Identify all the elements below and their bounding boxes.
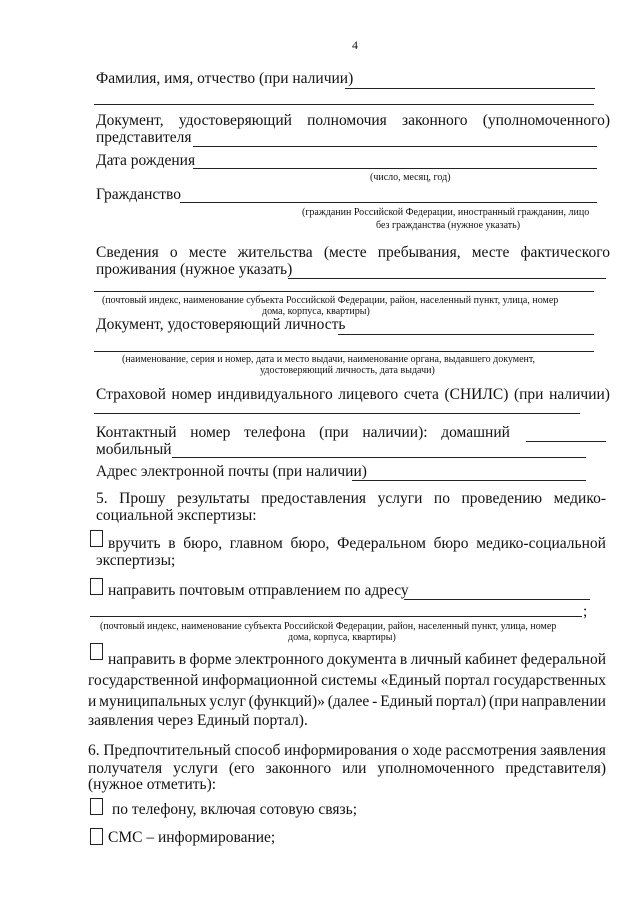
representative-doc-input-line[interactable] bbox=[193, 146, 597, 147]
electronic-doc-label-2-word: государственной bbox=[88, 672, 199, 689]
section6-heading-word: 6. bbox=[88, 742, 100, 759]
postal-address-semicolon: ; bbox=[583, 603, 588, 620]
inform-by-sms-checkbox[interactable] bbox=[90, 828, 103, 845]
email-input-line[interactable] bbox=[352, 480, 586, 481]
snils-label-word: (при bbox=[513, 386, 544, 403]
section6-heading-2-word: (его bbox=[228, 760, 255, 777]
deliver-in-bureau-label-word: в bbox=[168, 535, 176, 552]
snils-label-word: номер bbox=[171, 386, 212, 403]
electronic-doc-label-word: кабинет bbox=[464, 651, 518, 668]
snils-label-word: лицевого bbox=[338, 386, 399, 403]
phone-label-word: (при bbox=[319, 424, 349, 441]
residence-label-word: (месте bbox=[323, 244, 367, 261]
residence-label bbox=[96, 244, 610, 262]
residence-label-word: фактического bbox=[520, 244, 610, 261]
representative-doc-label-word: законного bbox=[401, 112, 468, 129]
deliver-in-bureau-label bbox=[108, 535, 606, 553]
electronic-doc-label-word: документа bbox=[327, 651, 397, 668]
section6-heading-2-word: услуги bbox=[173, 760, 218, 777]
deliver-in-bureau-label-word: Федеральном bbox=[337, 535, 426, 552]
representative-doc-label-word: полномочия bbox=[307, 112, 387, 129]
electronic-doc-label bbox=[108, 651, 606, 669]
section6-heading-word: рассмотрения bbox=[445, 742, 537, 759]
postal-address-input-line[interactable] bbox=[404, 599, 590, 600]
identity-doc-input-line-2[interactable] bbox=[94, 351, 594, 352]
full-name-input-line-2[interactable] bbox=[94, 104, 594, 105]
electronic-doc-label-3-word: Единый bbox=[380, 693, 433, 710]
send-by-post-checkbox[interactable] bbox=[90, 578, 103, 595]
birth-date-label: Дата рождения bbox=[96, 152, 196, 169]
citizenship-hint-2: без гражданства (нужное указать) bbox=[376, 220, 521, 231]
electronic-doc-label-word: электронного bbox=[234, 651, 324, 668]
phone-label-word: номер bbox=[190, 424, 231, 441]
deliver-in-bureau-label-word: медико-социальной bbox=[476, 535, 606, 552]
section6-heading-word: Предпочтительный bbox=[103, 742, 231, 759]
birth-date-input-line[interactable] bbox=[193, 168, 597, 169]
deliver-in-bureau-checkbox[interactable] bbox=[90, 530, 103, 547]
postal-address-hint: (почтовый индекс, наименование субъекта Российской Федерации, район, населенный пункт, улица, номер bbox=[100, 621, 557, 632]
deliver-in-bureau-label-word: бюро, bbox=[183, 535, 223, 552]
electronic-doc-label-2-word: «Единый bbox=[380, 672, 441, 689]
identity-doc-label: Документ, удостоверяющий личность bbox=[96, 316, 346, 333]
residence-input-line-2[interactable] bbox=[94, 291, 594, 292]
residence-label-word: о bbox=[169, 244, 178, 261]
residence-label-word: месте bbox=[471, 244, 510, 261]
phone-label-word: наличии): bbox=[362, 424, 428, 441]
section6-heading-2-word: или bbox=[342, 760, 367, 777]
home-phone-input-line[interactable] bbox=[526, 441, 606, 442]
page-number: 4 bbox=[352, 38, 358, 52]
section5-heading bbox=[96, 490, 606, 508]
representative-doc-label-2: представителя bbox=[96, 129, 192, 146]
snils-label-word: Страховой bbox=[96, 386, 166, 403]
citizenship-hint: (гражданин Российской Федерации, иностранный гражданин, лицо bbox=[302, 207, 590, 218]
residence-label-word: Сведения bbox=[96, 244, 159, 261]
phone-label-word: телефона bbox=[244, 424, 306, 441]
birth-date-hint: (число, месяц, год) bbox=[370, 172, 451, 183]
electronic-doc-label-word: личный bbox=[410, 651, 462, 668]
phone-label-word: Контактный bbox=[96, 424, 177, 441]
electronic-doc-label-3-word: муниципальных bbox=[99, 693, 207, 710]
snils-input-line[interactable] bbox=[94, 413, 580, 414]
section6-heading-2-word: представителя) bbox=[505, 760, 606, 777]
snils-label-word: индивидуального bbox=[217, 386, 333, 403]
residence-hint-2: дома, корпуса, квартиры) bbox=[262, 306, 370, 317]
snils-label-word: счета bbox=[403, 386, 439, 403]
identity-doc-hint-2: удостоверяющий личность, дата выдачи) bbox=[260, 365, 435, 376]
residence-hint: (почтовый индекс, наименование субъекта Российской Федерации, район, населенный пункт, улица, номер bbox=[102, 295, 559, 306]
representative-doc-label bbox=[96, 112, 610, 130]
electronic-doc-label-2-word: государственных bbox=[493, 672, 606, 689]
electronic-doc-label-3-word: (функций)» bbox=[248, 693, 325, 710]
section5-heading-word: результаты bbox=[177, 490, 250, 507]
electronic-doc-label-word: направить bbox=[108, 651, 176, 668]
snils-label bbox=[96, 386, 610, 404]
electronic-doc-checkbox[interactable] bbox=[90, 643, 103, 660]
deliver-in-bureau-label-word: бюро bbox=[433, 535, 469, 552]
section6-heading-2-word: получателя bbox=[88, 760, 163, 777]
deliver-in-bureau-label-word: бюро, bbox=[290, 535, 330, 552]
inform-by-sms-label: СМС – информирование; bbox=[108, 829, 276, 846]
representative-doc-label-word: (уполномоченного) bbox=[482, 112, 610, 129]
email-label: Адрес электронной почты (при наличии) bbox=[96, 463, 367, 480]
section5-heading-word: медико- bbox=[553, 490, 606, 507]
full-name-label: Фамилия, имя, отчество (при наличии) bbox=[96, 70, 354, 87]
postal-address-input-line-2[interactable] bbox=[90, 616, 582, 617]
section5-heading-word: по bbox=[433, 490, 450, 507]
identity-doc-hint: (наименование, серия и номер, дата и место выдачи, наименование органа, выдавшего документ, bbox=[122, 354, 536, 365]
section6-heading-3: (нужное отметить): bbox=[88, 776, 217, 793]
residence-input-line[interactable] bbox=[288, 278, 606, 279]
residence-label-word: пребывания, bbox=[377, 244, 461, 261]
section5-heading-word: предоставления bbox=[261, 490, 367, 507]
section5-heading-2: социальной экспертизы: bbox=[96, 507, 257, 524]
section6-heading bbox=[88, 742, 606, 760]
electronic-doc-label-2-word: системы bbox=[321, 672, 377, 689]
electronic-doc-label-3-word: портал) bbox=[435, 693, 487, 710]
section5-heading-word: проведению bbox=[461, 490, 543, 507]
mobile-phone-input-line[interactable] bbox=[172, 457, 586, 458]
inform-by-phone-label: по телефону, включая сотовую связь; bbox=[112, 801, 358, 818]
electronic-doc-label-3-word: (далее bbox=[327, 693, 370, 710]
representative-doc-label-word: удостоверяющий bbox=[178, 112, 292, 129]
electronic-doc-label-3-word: (при bbox=[489, 693, 519, 710]
section6-heading-word: ходе bbox=[412, 742, 442, 759]
section5-heading-word: услуги bbox=[377, 490, 423, 507]
snils-label-word: (СНИЛС) bbox=[444, 386, 509, 403]
citizenship-label: Гражданство bbox=[96, 186, 182, 203]
electronic-doc-label-3-word: услуг bbox=[209, 693, 246, 710]
section6-heading-word: информирования bbox=[284, 742, 398, 759]
section6-heading-word: способ bbox=[234, 742, 281, 759]
section6-heading-word: о bbox=[401, 742, 409, 759]
phone-label bbox=[96, 424, 510, 442]
section6-heading-2-word: законного bbox=[265, 760, 332, 777]
send-by-post-label: направить почтовым отправлением по адресу bbox=[108, 582, 409, 599]
deliver-in-bureau-label-word: главном bbox=[229, 535, 283, 552]
electronic-doc-label-word: в bbox=[399, 651, 408, 668]
electronic-doc-label-3-word: - bbox=[372, 693, 378, 710]
section5-heading-word: 5. bbox=[96, 490, 108, 507]
citizenship-input-line[interactable] bbox=[180, 202, 597, 203]
electronic-doc-label-4: заявления через Единый портал). bbox=[88, 712, 308, 729]
electronic-doc-label-word: форме bbox=[189, 651, 232, 668]
section6-heading-2-word: уполномоченного bbox=[377, 760, 495, 777]
electronic-doc-label-2-word: информационной bbox=[202, 672, 318, 689]
snils-label-word: наличии) bbox=[549, 386, 610, 403]
electronic-doc-label-word: федеральной bbox=[520, 651, 606, 668]
electronic-doc-label-2 bbox=[88, 672, 606, 690]
electronic-doc-label-word: в bbox=[178, 651, 187, 668]
deliver-in-bureau-label-2: экспертизы; bbox=[96, 552, 176, 569]
electronic-doc-label-3-word: и bbox=[88, 693, 97, 710]
phone-label-word: домашний bbox=[441, 424, 510, 441]
identity-doc-input-line[interactable] bbox=[338, 334, 594, 335]
representative-doc-label-word: Документ, bbox=[96, 112, 164, 129]
section5-heading-word: Прошу bbox=[119, 490, 166, 507]
full-name-input-line[interactable] bbox=[345, 88, 595, 89]
postal-address-hint-2: дома, корпуса, квартиры) bbox=[288, 632, 396, 643]
electronic-doc-label-3-word: направлении bbox=[521, 693, 606, 710]
residence-label-2: проживания (нужное указать) bbox=[96, 261, 293, 278]
residence-label-word: жительства bbox=[237, 244, 313, 261]
residence-label-word: месте bbox=[188, 244, 227, 261]
electronic-doc-label-3 bbox=[88, 693, 606, 711]
inform-by-phone-checkbox[interactable] bbox=[90, 798, 103, 815]
section6-heading-word: заявления bbox=[540, 742, 606, 759]
electronic-doc-label-2-word: портал bbox=[444, 672, 490, 689]
mobile-phone-label: мобильный bbox=[96, 441, 172, 458]
deliver-in-bureau-label-word: вручить bbox=[108, 535, 161, 552]
